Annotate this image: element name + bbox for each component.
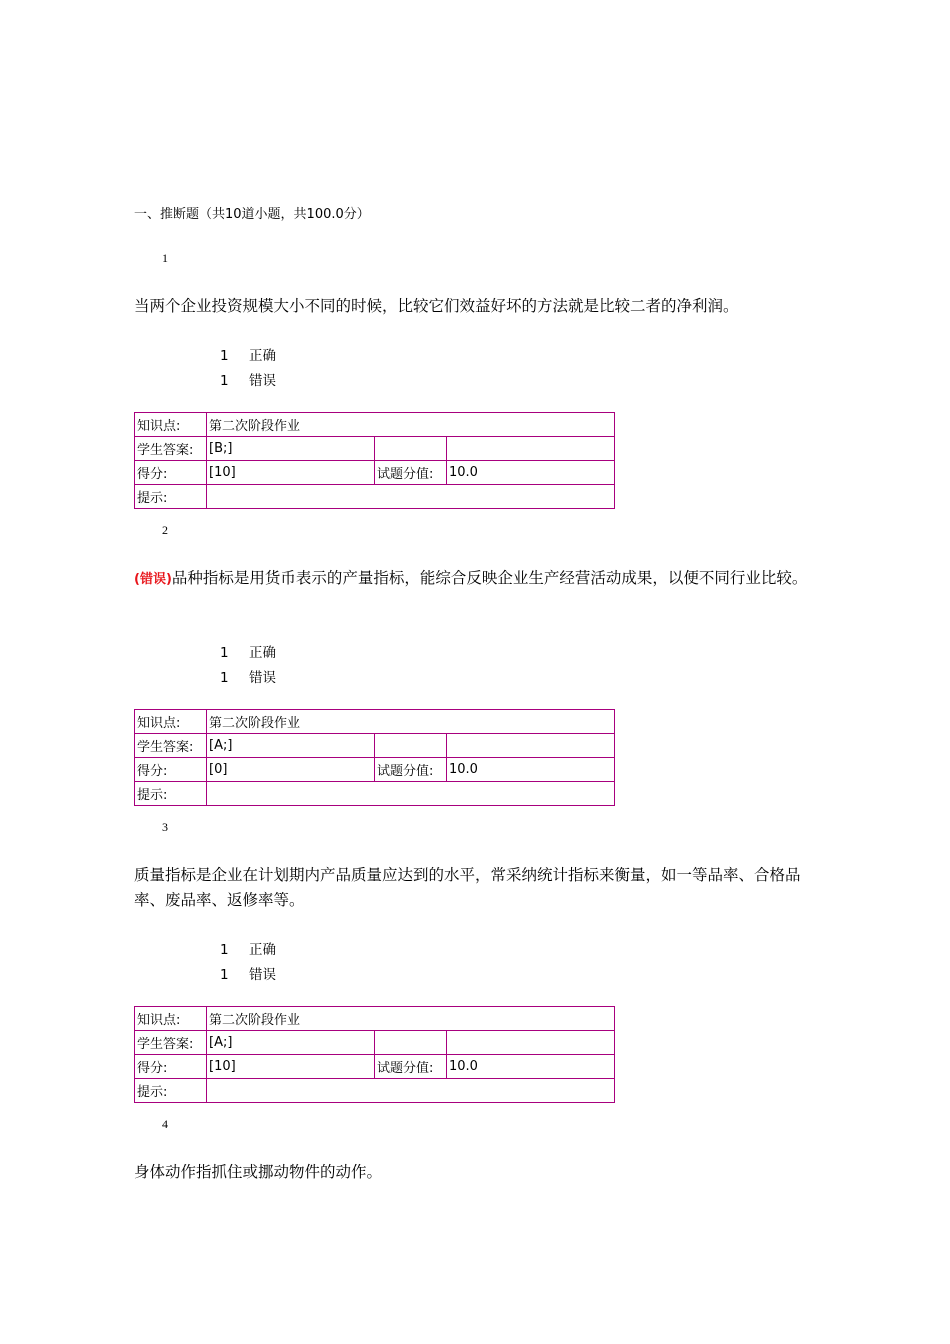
answer-info-table xyxy=(134,1006,615,1103)
question-text-body: 品种指标是用货币表示的产量指标，能综合反映企业生产经营活动成果，以便不同行业比较。 xyxy=(171,569,808,587)
table-row xyxy=(135,1031,615,1055)
option-true[interactable] xyxy=(220,641,276,661)
question-number: 2 xyxy=(162,523,168,537)
table-row xyxy=(135,758,615,782)
table-row xyxy=(135,782,615,806)
full-score-value: 10.0 xyxy=(447,1055,615,1079)
question-number: 1 xyxy=(162,251,168,265)
knowledge-value: 第二次阶段作业 xyxy=(207,413,615,437)
option-label: 错误 xyxy=(249,670,276,686)
hint-label: 提示: xyxy=(135,485,207,509)
knowledge-label: 知识点: xyxy=(135,710,207,734)
hint-label: 提示: xyxy=(135,1079,207,1103)
question-number: 3 xyxy=(162,820,168,834)
table-row xyxy=(135,1055,615,1079)
option-label: 正确 xyxy=(249,348,276,364)
hint-label: 提示: xyxy=(135,782,207,806)
score-value: [10] xyxy=(207,1055,375,1079)
student-answer-value: [A;] xyxy=(207,1031,375,1055)
score-label: 得分: xyxy=(135,1055,207,1079)
question-text-body: 质量指标是企业在计划期内产品质量应达到的水平，常采纳统计指标来衡量，如一等品率、合格品率、废品率、返修率等。 xyxy=(134,866,801,909)
full-score-label: 试题分值: xyxy=(375,461,447,485)
student-answer-value: [A;] xyxy=(207,734,375,758)
option-false[interactable] xyxy=(220,666,276,686)
question-number: 4 xyxy=(162,1117,168,1131)
full-score-label: 试题分值: xyxy=(375,758,447,782)
option-false[interactable] xyxy=(220,369,276,389)
full-score-value: 10.0 xyxy=(447,758,615,782)
score-value: [0] xyxy=(207,758,375,782)
question-text xyxy=(134,566,814,592)
score-label: 得分: xyxy=(135,758,207,782)
table-row xyxy=(135,710,615,734)
question-text xyxy=(134,294,814,319)
student-answer-label: 学生答案: xyxy=(135,734,207,758)
option-bullet: 1 xyxy=(220,373,229,389)
empty-cell xyxy=(447,437,615,461)
table-row xyxy=(135,1079,615,1103)
option-bullet: 1 xyxy=(220,967,229,983)
option-true[interactable] xyxy=(220,938,276,958)
option-bullet: 1 xyxy=(220,670,229,686)
score-label: 得分: xyxy=(135,461,207,485)
hint-value xyxy=(207,782,615,806)
hint-value xyxy=(207,1079,615,1103)
table-row xyxy=(135,461,615,485)
empty-cell xyxy=(447,734,615,758)
empty-cell xyxy=(375,437,447,461)
answer-info-table xyxy=(134,412,615,509)
knowledge-label: 知识点: xyxy=(135,1007,207,1031)
table-row xyxy=(135,437,615,461)
score-value: [10] xyxy=(207,461,375,485)
table-row xyxy=(135,413,615,437)
option-bullet: 1 xyxy=(220,348,229,364)
full-score-label: 试题分值: xyxy=(375,1055,447,1079)
table-row xyxy=(135,734,615,758)
answer-info-table xyxy=(134,709,615,806)
empty-cell xyxy=(375,1031,447,1055)
knowledge-value: 第二次阶段作业 xyxy=(207,1007,615,1031)
option-bullet: 1 xyxy=(220,942,229,958)
option-bullet: 1 xyxy=(220,645,229,661)
wrong-answer-tag: (错误) xyxy=(134,572,172,587)
full-score-value: 10.0 xyxy=(447,461,615,485)
option-label: 错误 xyxy=(249,967,276,983)
section-title: 一、推断题（共10道小题，共100.0分） xyxy=(134,207,370,222)
hint-value xyxy=(207,485,615,509)
table-row xyxy=(135,485,615,509)
option-true[interactable] xyxy=(220,344,276,364)
empty-cell xyxy=(447,1031,615,1055)
question-text-body: 身体动作指抓住或挪动物件的动作。 xyxy=(134,1163,383,1181)
empty-cell xyxy=(375,734,447,758)
student-answer-value: [B;] xyxy=(207,437,375,461)
question-text-body: 当两个企业投资规模大小不同的时候，比较它们效益好坏的方法就是比较二者的净利润。 xyxy=(134,297,739,315)
knowledge-label: 知识点: xyxy=(135,413,207,437)
knowledge-value: 第二次阶段作业 xyxy=(207,710,615,734)
question-text xyxy=(134,1160,814,1185)
option-label: 正确 xyxy=(249,942,276,958)
option-false[interactable] xyxy=(220,963,276,983)
student-answer-label: 学生答案: xyxy=(135,1031,207,1055)
table-row xyxy=(135,1007,615,1031)
option-label: 正确 xyxy=(249,645,276,661)
student-answer-label: 学生答案: xyxy=(135,437,207,461)
question-text xyxy=(134,863,814,913)
option-label: 错误 xyxy=(249,373,276,389)
